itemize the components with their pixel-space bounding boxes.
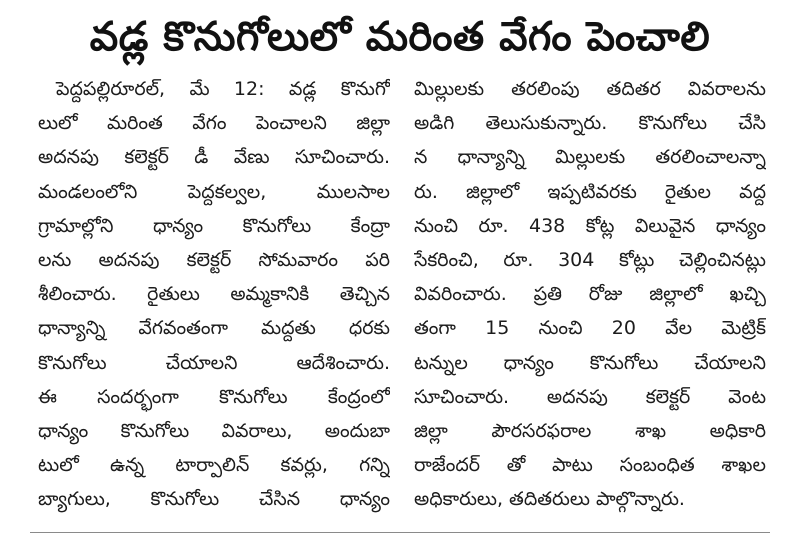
article-line: పెద్దపల్లిరూరల్, మే 12: వడ్ల కొనుగో: [56, 78, 390, 100]
article-line: ధాన్యం కొనుగోలు వివరాలు, అందుబా: [38, 419, 390, 442]
article-line: తంగా 15 నుంచి 20 వేల మెట్రిక్: [414, 317, 766, 340]
article-line: రు. జిల్లాలో ఇప్పటివరకు రైతుల వద్ద: [414, 180, 766, 203]
article-line: మిల్లులకు తరలింపు తదితర వివరాలను: [414, 78, 766, 100]
article-line: వివరించారు. ప్రతి రోజు జిల్లాలో ఖచ్చి: [414, 283, 766, 306]
article-line: లను అదనపు కలెక్టర్ సోమవారం పరి: [38, 248, 390, 271]
article-line: అడిగి తెలుసుకున్నారు. కొనుగోలు చేసి: [414, 112, 766, 135]
article-line: టులో ఉన్న టార్పాలిన్ కవర్లు, గన్ని: [38, 454, 390, 477]
article-line: కొనుగోలు చేయాలని ఆదేశించారు.: [38, 351, 390, 374]
article-body: [38, 72, 766, 518]
article-line: ధాన్యాన్ని వేగవంతంగా మద్దతు ధరకు: [38, 317, 390, 340]
right-column: [414, 72, 766, 518]
article-line: టన్నుల ధాన్యం కొనుగోలు చేయాలని: [414, 351, 766, 374]
article-line: సూచించారు. అదనపు కలెక్టర్ వెంట: [414, 385, 766, 408]
article-line: మండలంలోని పెద్దకల్వల, ములసాల: [38, 180, 390, 203]
headline: వడ్ల కొనుగోలులో మరింత వేగం పెంచాలి: [89, 14, 711, 60]
article-line: అధికారులు, తదితరులు పాల్గొన్నారు.: [414, 488, 685, 511]
article-line: అదనపు కలెక్టర్ డీ వేణు సూచించారు.: [38, 146, 390, 169]
article-line: లులో మరింత వేగం పెంచాలని జిల్లా: [38, 112, 390, 135]
article-line: న ధాన్యాన్ని మిల్లులకు తరలించాలన్నా: [414, 146, 766, 169]
article-line: సేకరించి, రూ. 304 కోట్లు చెల్లించినట్లు: [414, 248, 766, 271]
article-line: శీలించారు. రైతులు అమ్మకానికి తెచ్చిన: [38, 283, 390, 306]
article-line: ఈ సందర్భంగా కొనుగోలు కేంద్రంలో: [38, 385, 390, 408]
article-line: జిల్లా పౌరసరఫరాల శాఖ అధికారి: [414, 419, 766, 442]
article-line: రాజేందర్ తో పాటు సంబంధిత శాఖల: [414, 454, 766, 477]
bottom-divider: [30, 532, 770, 533]
article-line: గ్రామాల్లోని ధాన్యం కొనుగోలు కేంద్రా: [38, 214, 390, 237]
article-line: బ్యాగులు, కొనుగోలు చేసిన ధాన్యం: [38, 488, 390, 511]
article-line: నుంచి రూ. 438 కోట్ల విలువైన ధాన్యం: [414, 214, 766, 237]
left-column: [38, 72, 390, 518]
